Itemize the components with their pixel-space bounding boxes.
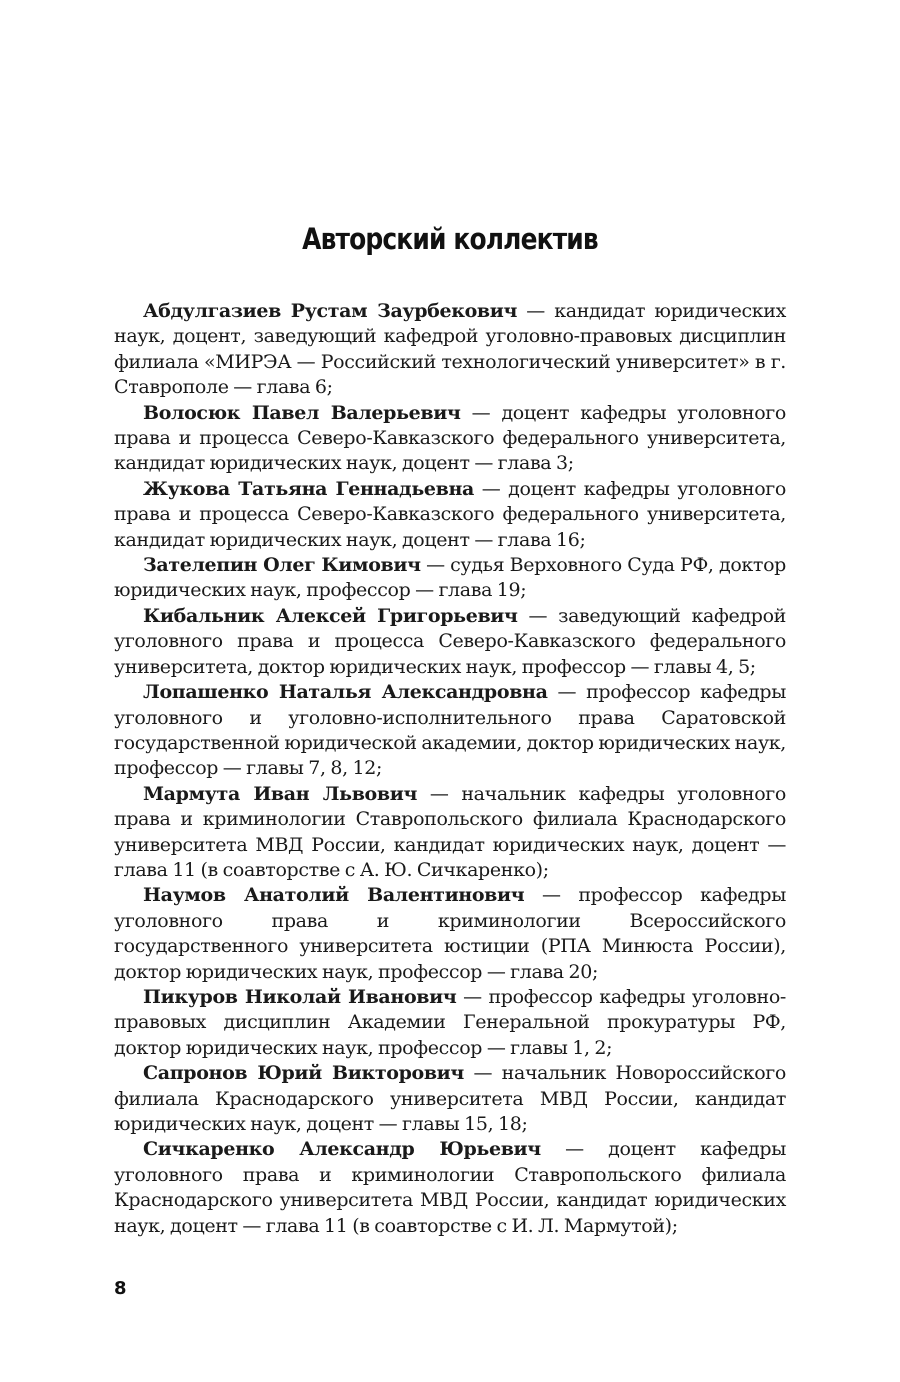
author-name: Кибальник Алексей Григорьевич <box>143 604 518 627</box>
author-name: Пикуров Николай Иванович <box>143 985 457 1008</box>
author-entry <box>114 553 786 604</box>
author-description: — доцент кафедры уголовного права и процесса Северо-Кавказского федерального университета, кандидат юридических наук, доцент — глава 16; <box>114 477 786 551</box>
author-name: Сапронов Юрий Викторович <box>143 1062 464 1085</box>
author-description: — судья Верховного Суда РФ, доктор юридических наук, профессор — глава 19; <box>114 554 786 602</box>
author-description: — доцент кафедры уголовного права и криминологии Ставропольского филиала Краснодарского университета МВД России, кандидат юридических наук, доцент — глава 11 (в соавторстве с И. Л. Мармутой); <box>114 1138 786 1237</box>
author-description: — кандидат юридических наук, доцент, заведующий кафедрой уголовно-правовых дисциплин филиала «МИРЭА — Российский технологический университет» в г. Ставрополе — глава 6; <box>114 300 786 399</box>
author-name: Волосюк Павел Валерьевич <box>143 401 461 424</box>
author-name: Мармута Иван Львович <box>143 782 418 805</box>
author-entry <box>114 782 786 884</box>
page-title: Авторский коллектив <box>302 222 598 256</box>
author-entry <box>114 477 786 553</box>
author-entry <box>114 604 786 680</box>
author-description: — профессор кафедры уголовно-правовых дисциплин Академии Генеральной прокуратуры РФ, доктор юридических наук, профессор — главы 1, 2; <box>114 985 786 1059</box>
author-entry <box>114 1137 786 1239</box>
page-number: 8 <box>114 1278 127 1299</box>
author-name: Зателепин Олег Кимович <box>143 554 421 577</box>
author-name: Жукова Татьяна Геннадьевна <box>143 477 475 500</box>
author-name: Абдулгазиев Рустам Заурбекович <box>143 300 518 322</box>
author-entry <box>114 883 786 985</box>
author-description: — начальник Новороссийского филиала Краснодарского университета МВД России, кандидат юридических наук, доцент — главы 15, 18; <box>114 1062 786 1135</box>
author-description: — профессор кафедры уголовного и уголовно-исполнительного права Саратовской государственной юридической академии, доктор юридических наук, профессор — главы 7, 8, 12; <box>114 681 786 780</box>
author-description: — заведующий кафедрой уголовного права и процесса Северо-Кавказского федерального университета, доктор юридических наук, профессор — главы 4, 5; <box>114 604 786 678</box>
author-name: Лопашенко Наталья Александровна <box>143 681 548 704</box>
author-list <box>114 299 786 1239</box>
author-entry <box>114 299 786 401</box>
author-name: Наумов Анатолий Валентинович <box>143 884 525 907</box>
author-description: — профессор кафедры уголовного права и криминологии Всероссийского государственного университета юстиции (РПА Минюста России), доктор юридических наук, профессор — глава 20; <box>114 884 786 983</box>
author-description: — начальник кафедры уголовного права и криминологии Ставропольского филиала Краснодарского университета МВД России, кандидат юридических наук, доцент — глава 11 (в соавторстве с А. Ю. Сичкаренко); <box>114 782 786 881</box>
author-entry <box>114 1061 786 1137</box>
author-name: Сичкаренко Александр Юрьевич <box>143 1138 541 1161</box>
author-entry <box>114 985 786 1061</box>
author-entry <box>114 401 786 477</box>
author-description: — доцент кафедры уголовного права и процесса Северо-Кавказского федерального университета, кандидат юридических наук, доцент — глава 3; <box>114 401 786 475</box>
author-entry <box>114 680 786 782</box>
